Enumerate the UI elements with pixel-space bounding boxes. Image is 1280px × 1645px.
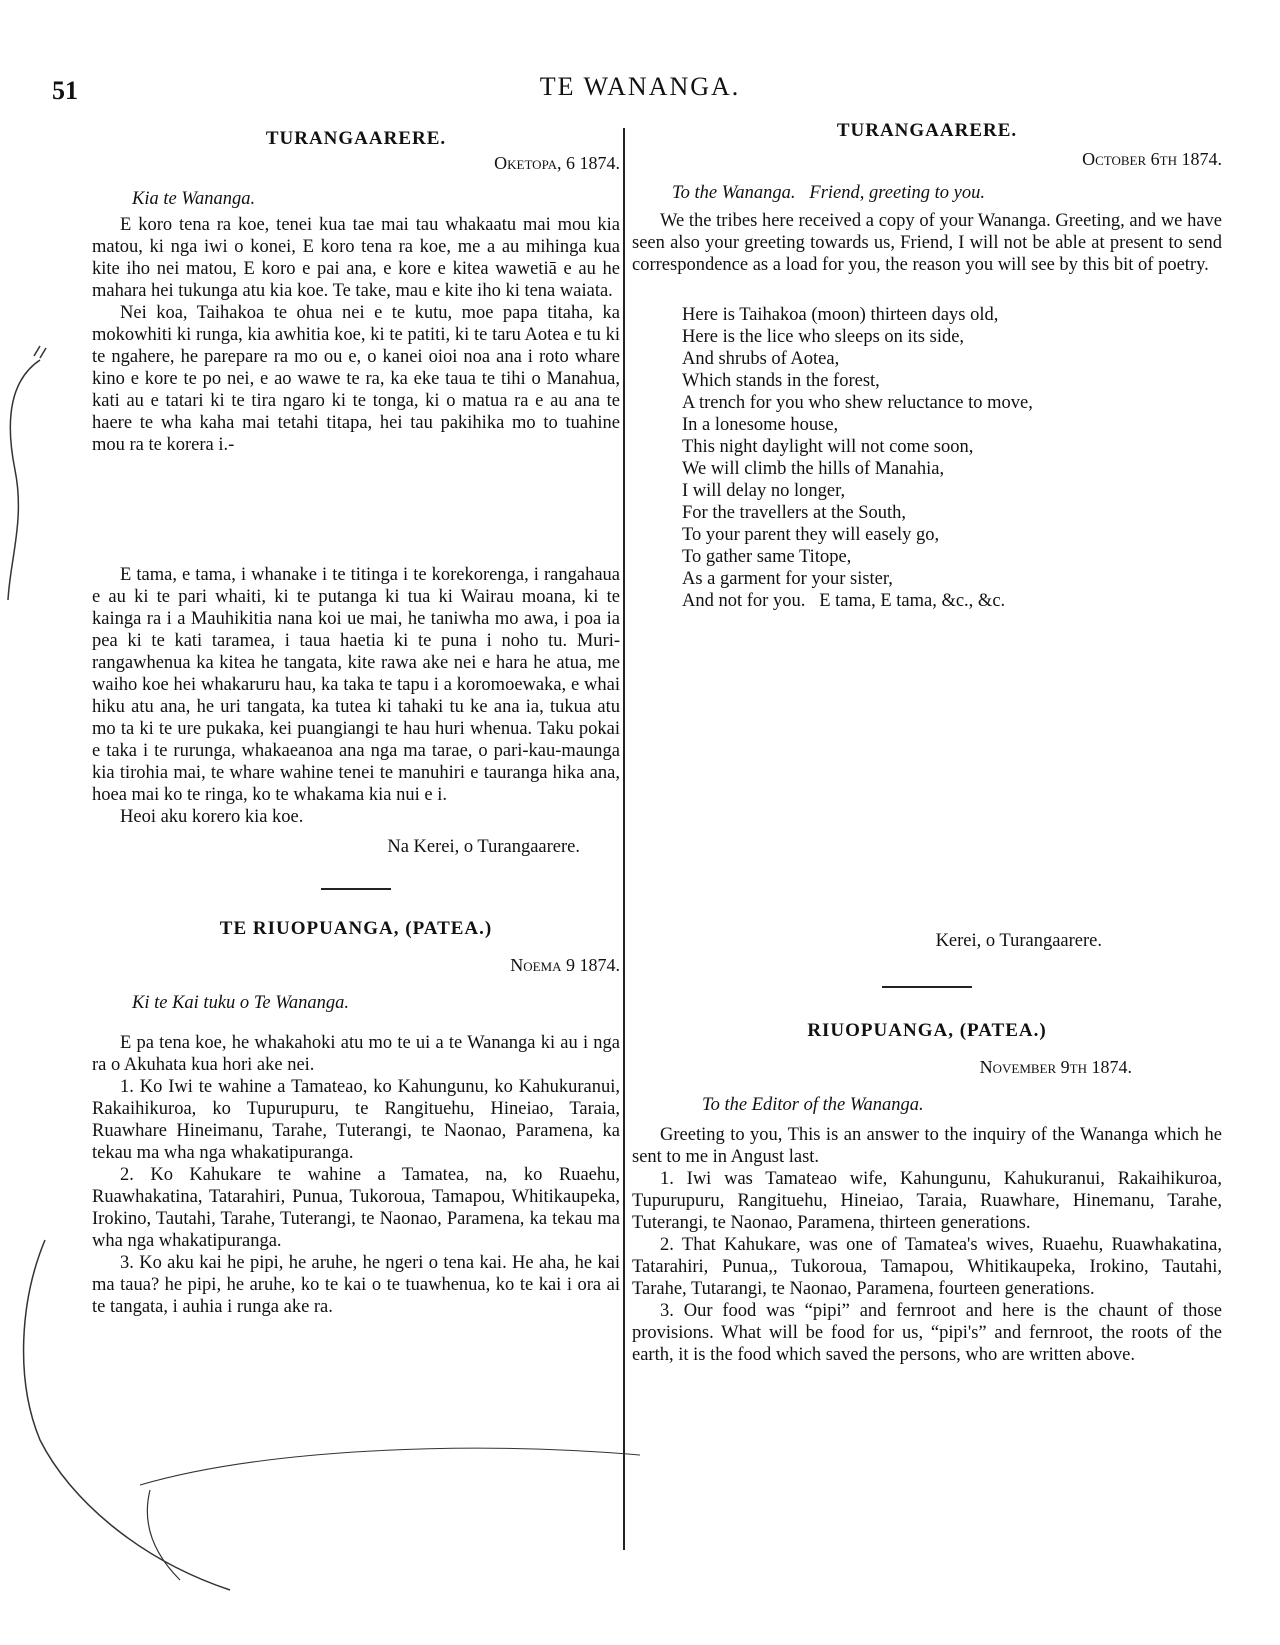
article2-paragraph-english: 1. Iwi was Tamateao wife, Kahungunu, Kahukuranui, Rakaihikuroa, Tupurupuru, Rangituehu, Hineiao, Taraia, Ruawhare, Hinemanu, Tarahe, Tuterangi, te Naonao, Paramena, thirteen generations. [632, 1169, 1222, 1233]
article1-heading-english: TURANGAARERE. [836, 120, 1018, 141]
article1-paragraph: E koro tena ra koe, tenei kua tae mai tau whakaatu mai mou kia matou, ki nga iwi o konei, E koro tena ra koe, me a au mihinga kua kite iho nei matou, E koro e pai ana, e kore e kitea wawetiā e au he mahara hei tukunga atu kia koe. Te take, mau e kite iho ki tena waiata. [92, 215, 620, 301]
article2-paragraph: 1. Ko Iwi te wahine a Tamateao, ko Kahungunu, ko Kahukuranui, Rakaihikuroa, ko Tupurupuru, te Rangituehu, Hineiao, Taraia, Ruawhare Hineimanu, Tarahe, Tuterangi, te Naonao, Paramena, ka tekau ma wha nga whakatipuranga. [92, 1077, 620, 1163]
poem-line: I will delay no longer, [682, 481, 846, 501]
page-number: 51 [52, 76, 78, 105]
article1-salutation-maori: Kia te Wananga. [132, 189, 256, 209]
article2-paragraph-english: Greeting to you, This is an answer to the inquiry of the Wananga which he sent to me in Angust last. [632, 1125, 1222, 1167]
article1-heading-maori: TURANGAARERE. [265, 128, 447, 149]
column-divider [623, 128, 625, 1550]
right-column [632, 120, 1222, 1366]
article2-paragraph: 3. Ko aku kai he pipi, he aruhe, he ngeri o tena kai. He aha, he kai ma taua? he pipi, he aruhe, ko te kai o te tuawhenua, ko te kai i ora ai te tangata, i auhia i runga ake ra. [92, 1253, 620, 1317]
poem-line: In a lonesome house, [682, 415, 839, 435]
article2-salutation-maori: Ki te Kai tuku o Te Wananga. [132, 993, 350, 1013]
poem-line: Here is Taihakoa (moon) thirteen days old, [682, 305, 999, 325]
poem-line: And shrubs of Aotea, [682, 349, 840, 369]
article2-date-english: November 9th 1874. [979, 1057, 1132, 1077]
article1-signature-maori: Na Kerei, o Turangaarere. [387, 837, 580, 857]
poem-line: To your parent they will easely go, [682, 525, 940, 545]
article1-date-maori: Oketopa, 6 1874. [494, 153, 620, 173]
poem-line: We will climb the hills of Manahia, [682, 459, 945, 479]
poem-line: A trench for you who shew reluctance to move, [682, 393, 1033, 413]
poem-line: And not for you. E tama, E tama, &c., &c. [682, 591, 1006, 611]
poem-line: To gather same Titope, [682, 547, 852, 567]
article2-heading-english: RIUOPUANGA, (PATEA.) [807, 1020, 1047, 1041]
article1-signature-english: Kerei, o Turangaarere. [935, 931, 1102, 951]
masthead-title: TE WANANGA. [539, 72, 741, 101]
left-column [92, 128, 620, 1318]
article2-salutation-english: To the Editor of the Wananga. [702, 1095, 924, 1115]
article1-date-english: October 6th 1874. [1082, 149, 1222, 169]
poem [632, 304, 1222, 612]
article2-paragraph: E pa tena koe, he whakahoki atu mo te ui a te Wananga ki au i nga ra o Akuhata kua hori ake nei. [92, 1033, 620, 1075]
article1-paragraph: E tama, e tama, i whanake i te titinga i te korekorenga, i rangahaua e au ki te pari whaiti, ki te putanga ki tua ki Wairau moana, ki te kainga ra i a Mauhikitia nana koi ue mai, he taniwha mo awa, i poa ia pea ki te kati taramea, i taua haetia ki te puna i noho tu. Muri-rangawhenua ka kitea he tangata, kite rawa ake nei e hara he atua, me waiho koe hei whakaruru hau, ka taka te tapu i a koromoewaka, e whai hiku atu ana, he uri tangata, ka tutea ki tahaki tu ke ana ia, tukua atu mo ta ki te ure pukaka, kei puangiangi te hau huri whenua. Taku pokai e taka i te rurunga, whakaeanoa ana nga ma tarae, o pari-kau-maunga kia tirohia mai, te whare wahine tenei te manuhiri e tauranga hika ana, hoea mai ko te ringa, ko te whakama kia nui e i. [92, 565, 620, 805]
article1-salutation-english: To the Wananga. Friend, greeting to you. [672, 183, 985, 203]
poem-line: For the travellers at the South, [682, 503, 907, 523]
poem-line: As a garment for your sister, [682, 569, 893, 589]
article1-paragraph: Heoi aku korero kia koe. [120, 807, 304, 827]
poem-line: Here is the lice who sleeps on its side, [682, 327, 965, 347]
article2-paragraph-english: 3. Our food was “pipi” and fernroot and here is the chaunt of those provisions. What will be food for us, “pipi's” and fernroot, the roots of the earth, it is the food which saved the persons, who are written above. [632, 1301, 1222, 1365]
article2-heading-maori: TE RIUOPUANGA, (PATEA.) [219, 918, 493, 939]
poem-line: This night daylight will not come soon, [682, 437, 974, 457]
article2-paragraph-english: 2. That Kahukare, was one of Tamatea's wives, Ruaehu, Ruawhakatina, Tatarahiri, Punua,, Tukoroua, Tamapou, Whitikaupeka, Irokino, Tautahi, Tarahe, Tutarangi, te Naonao, Paramena, fourteen generations. [632, 1235, 1222, 1299]
poem-line: Which stands in the forest, [682, 371, 880, 391]
article1-paragraph: Nei koa, Taihakoa te ohua nei e te kutu, moe papa titaha, ka mokowhiti ki runga, kia awhitia koe, ki te patiti, ki te taru Aotea e tu ki te ngahere, he parepare ra mo ou e, o kanei oioi noa ana i roto whare kino e kore te po nei, e ao wawe te ra, ka eke taua te tihi o Manahua, kati au e tatari ki te tira ngaro ki te tonga, ki o matua ra e au ana te haere te wha kaha mai tetahi titapa, hei tau pakihika mo to tuahine mou ra te korera i.- [92, 303, 620, 455]
article2-date-maori: Noema 9 1874. [510, 955, 620, 975]
article2-paragraph: 2. Ko Kahukare te wahine a Tamatea, na, ko Ruaehu, Ruawhakatina, Tatarahiri, Punua, Tukoroua, Tamapou, Whitikaupeka, Irokino, Tautahi, Tarahe, Tuterangi, te Naonao, Paramena, ka tekau ma wha nga whakatipuranga. [92, 1165, 620, 1251]
article1-paragraph-english: We the tribes here received a copy of your Wananga. Greeting, and we have seen also your greeting towards us, Friend, I will not be able at present to send correspondence as a load for you, the reason you will see by this bit of poetry. [632, 211, 1222, 275]
section-rule [882, 986, 972, 988]
section-rule [321, 888, 391, 890]
